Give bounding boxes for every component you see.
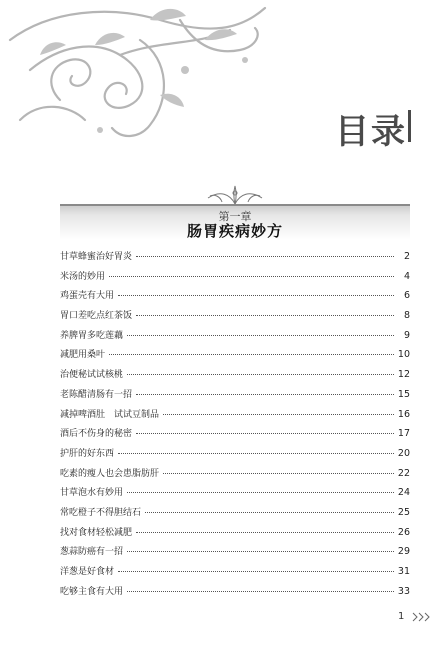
toc-entry-page: 4 — [403, 270, 410, 282]
toc-entry-title: 找对食材轻松减肥 — [60, 527, 133, 538]
chapter-title: 肠胃疾病妙方 — [186, 222, 283, 240]
toc-entry-page: 20 — [397, 447, 410, 459]
leader-dots — [127, 374, 394, 375]
toc-entry[interactable] — [60, 505, 410, 525]
toc-entry-title: 洋葱是好食材 — [60, 567, 115, 577]
toc-entry-page: 16 — [397, 408, 410, 420]
leader-dots — [136, 394, 394, 395]
toc-entry-title: 吃素的瘦人也会患脂肪肝 — [60, 468, 160, 479]
toc-entry[interactable] — [60, 407, 410, 427]
toc-entry[interactable] — [60, 485, 410, 505]
toc-entry[interactable] — [60, 466, 410, 486]
toc-entry-page: 8 — [403, 310, 410, 322]
toc-entry-page: 15 — [397, 388, 410, 400]
leader-dots — [127, 551, 394, 552]
toc-entry-page: 10 — [397, 349, 410, 361]
floral-ornament — [0, 0, 270, 150]
toc-entry-title: 常吃橙子不得胆结石 — [60, 507, 142, 518]
leader-dots — [127, 335, 394, 336]
leader-dots — [118, 571, 394, 572]
toc-entry[interactable] — [60, 367, 410, 387]
page-number: 1 — [398, 611, 405, 622]
toc-entry-title: 老陈醋清肠有一招 — [60, 389, 133, 400]
toc-entry-title: 养脾胃多吃莲藕 — [60, 330, 124, 341]
leader-dots — [109, 354, 394, 355]
toc-heading-bar — [408, 110, 411, 142]
toc-entry-title: 酒后不伤身的秘密 — [60, 429, 133, 440]
toc-entry[interactable] — [60, 249, 410, 269]
toc-entry-page: 2 — [403, 251, 410, 262]
toc-entry-title: 治便秘试试核桃 — [60, 370, 124, 381]
toc-entry[interactable] — [60, 564, 410, 584]
leader-dots — [136, 256, 394, 257]
toc-entry-title: 胃口差吃点红茶饭 — [60, 311, 133, 322]
toc-entry[interactable] — [60, 387, 410, 407]
toc-entry-title: 吃够主食有大用 — [60, 586, 124, 597]
toc-entry[interactable] — [60, 426, 410, 446]
toc-entry-page: 31 — [397, 566, 410, 577]
toc-entry-page: 33 — [397, 585, 410, 597]
leader-dots — [127, 591, 394, 592]
toc-entry-title: 减肥用桑叶 — [60, 350, 106, 361]
toc-entry[interactable] — [60, 308, 410, 328]
toc-entry-title: 护肝的好东西 — [60, 448, 115, 459]
leader-dots — [136, 433, 394, 434]
leader-dots — [136, 532, 394, 533]
toc-entry[interactable] — [60, 288, 410, 308]
toc-entry-page: 26 — [397, 526, 410, 538]
toc-entry-title: 米汤的妙用 — [60, 271, 106, 282]
toc-entry-title: 鸡蛋壳有大用 — [60, 291, 115, 302]
toc-entry[interactable] — [60, 328, 410, 348]
toc-entry[interactable] — [60, 525, 410, 545]
toc-entry-page: 22 — [397, 467, 410, 479]
toc-entry[interactable] — [60, 544, 410, 564]
toc-entry-title: 甘草蜂蜜治好胃炎 — [60, 252, 133, 262]
toc-entry-page: 17 — [397, 428, 410, 440]
toc-heading: 目录 — [335, 112, 407, 152]
leader-dots — [127, 492, 394, 493]
leader-dots — [118, 453, 394, 454]
chapter-flourish-icon — [200, 184, 270, 206]
chapter-label: 第一章 — [218, 210, 252, 223]
leader-dots — [109, 276, 394, 277]
toc-entry-page: 25 — [397, 506, 410, 518]
leader-dots — [136, 315, 394, 316]
toc-entry-title: 葱蒜防癌有一招 — [60, 547, 124, 558]
toc-entry[interactable] — [60, 347, 410, 367]
leader-dots — [118, 295, 394, 296]
leader-dots — [163, 414, 394, 415]
toc-entry-page: 6 — [403, 290, 410, 302]
toc-entry-page: 24 — [397, 487, 410, 499]
leader-dots — [163, 473, 394, 474]
toc-entry[interactable] — [60, 446, 410, 466]
toc-entry[interactable] — [60, 584, 410, 604]
toc-entry-page: 29 — [397, 546, 410, 558]
toc-entry-page: 12 — [397, 369, 410, 381]
toc-entries — [60, 249, 410, 603]
toc-entry-title: 减掉啤酒肚 试试豆制品 — [60, 409, 160, 420]
leader-dots — [145, 512, 394, 513]
toc-entry-title: 甘草泡水有妙用 — [60, 488, 124, 499]
chevron-right-icon — [412, 612, 430, 622]
toc-entry-page: 9 — [403, 329, 410, 341]
toc-entry[interactable] — [60, 269, 410, 289]
